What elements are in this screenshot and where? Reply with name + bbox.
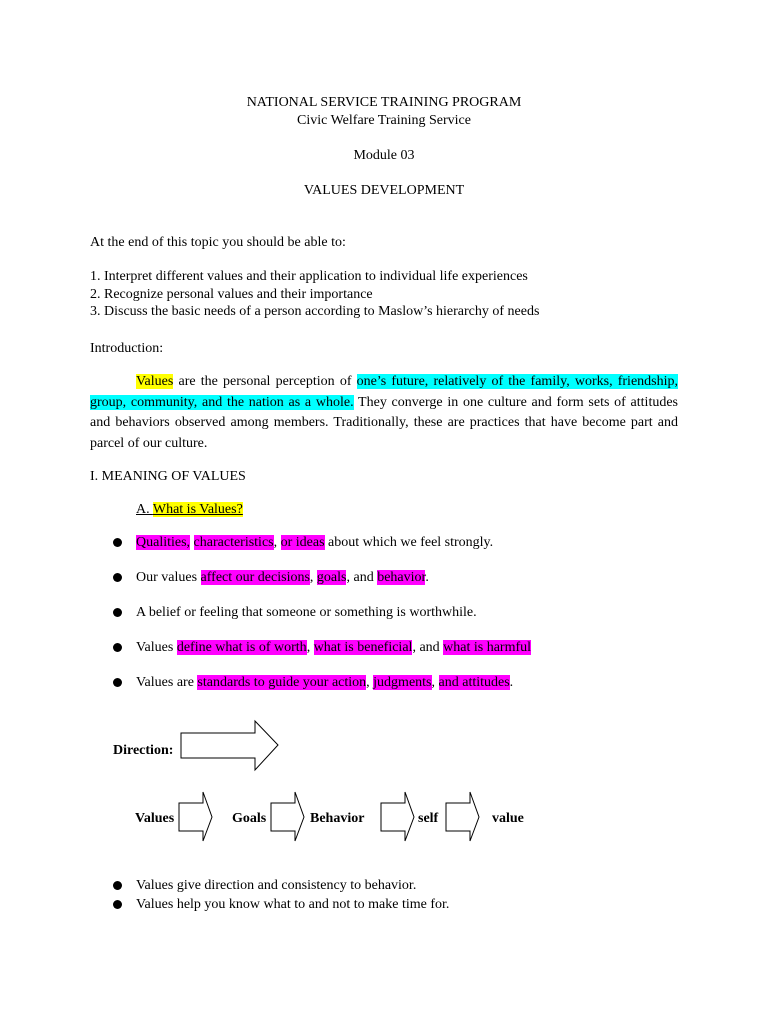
flow-arrow-icon [178, 791, 214, 843]
module-number: Module 03 [353, 148, 415, 163]
closing-bullet-2: Values help you know what to and not to make time for. [136, 897, 450, 912]
flow-arrow-icon [270, 791, 306, 843]
bullet-icon [113, 678, 122, 687]
highlighted-definition: one’s future, relatively of the family, works, friendship, group, community, and the nation as a whole. [90, 374, 678, 410]
direction-label: Direction: [113, 743, 174, 758]
bullet-item-1: Qualities, characteristics, or ideas about which we feel strongly. [136, 535, 494, 550]
objectives-intro: At the end of this topic you should be able to: [90, 235, 346, 250]
objective-item-3: 3. Discuss the basic needs of a person according to Maslow’s hierarchy of needs [90, 304, 540, 319]
direction-arrow-icon [180, 720, 280, 772]
flow-goals: Goals [232, 811, 267, 826]
bullet-icon [113, 643, 122, 652]
bullet-icon [113, 538, 122, 547]
flow-self: self [418, 811, 439, 826]
flow-behavior: Behavior [310, 811, 365, 826]
bullet-item-4: Values define what is of worth, what is beneficial, and what is harmful [136, 640, 532, 655]
bullet-icon [113, 900, 122, 909]
flow-arrow-icon [445, 791, 481, 843]
subsection-title: What is Values? [152, 502, 243, 517]
topic-title: VALUES DEVELOPMENT [303, 183, 465, 198]
introduction-paragraph: Values are the personal perception of one’s future, relatively of the family, works, friendship, group, community, and the nation as a whole. They converge in one culture and form sets of attitudes and behaviors observed among members. Traditionally, these are practices that have become part and parcel of our culture. [90, 374, 678, 451]
introduction-heading: Introduction: [90, 341, 164, 356]
service-subtitle: Civic Welfare Training Service [297, 113, 471, 128]
bullet-icon [113, 881, 122, 890]
flow-value: value [492, 811, 524, 826]
closing-bullet-1: Values give direction and consistency to behavior. [136, 878, 417, 893]
bullet-item-2: Our values affect our decisions, goals, and behavior. [136, 570, 429, 585]
flow-values: Values [135, 811, 175, 826]
bullet-item-3: A belief or feeling that someone or something is worthwhile. [136, 605, 477, 620]
flow-arrow-icon [380, 791, 416, 843]
subsection-heading: A. What is Values? [136, 502, 243, 517]
bullet-icon [113, 573, 122, 582]
objective-item-1: 1. Interpret different values and their application to individual life experiences [90, 269, 528, 284]
objective-item-2: 2. Recognize personal values and their importance [90, 287, 373, 302]
program-title: NATIONAL SERVICE TRAINING PROGRAM [246, 95, 522, 110]
bullet-icon [113, 608, 122, 617]
section-heading: I. MEANING OF VALUES [90, 469, 246, 484]
bullet-item-5: Values are standards to guide your action, judgments, and attitudes. [136, 675, 514, 690]
values-term: Values [136, 374, 174, 389]
